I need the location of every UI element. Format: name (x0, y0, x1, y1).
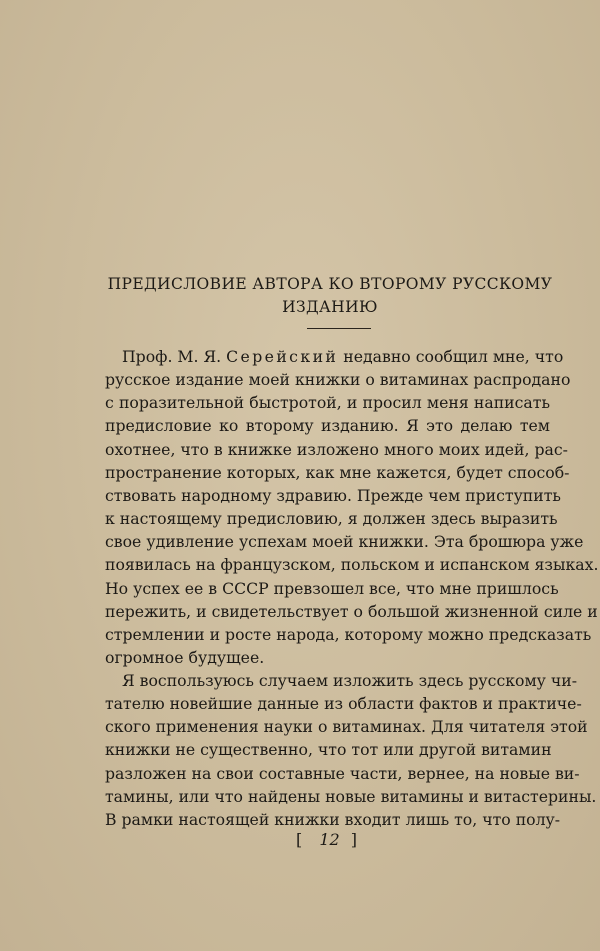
paragraph-1-line-9: свое удивление успехам моей книжки. Эта брошюра уже (105, 532, 584, 551)
paragraph-1-line-7: ствовать народному здравию. Прежде чем приступить (105, 486, 561, 505)
chapter-heading-line-1: ПРЕДИСЛОВИЕ АВТОРА КО ВТОРОМУ РУССКОМУ (107, 275, 553, 293)
paragraph-2-line-1: Я воспользуюсь случаем изложить здесь русскому чи- (122, 671, 578, 690)
paragraph-1-line-6: пространение которых, как мне кажется, будет способ- (105, 463, 570, 482)
paragraph-1-line-2: русское издание моей книжки о витаминах распродано (105, 370, 571, 389)
paragraph-2-line-7: В рамки настоящей книжки входит лишь то, что полу- (105, 810, 561, 829)
paragraph-1-line-1: Проф. М. Я. Серейский недавно сообщил мне, что (122, 347, 564, 366)
paragraph-1-line-12: пережить, и свидетельствует о большой жизненной силе и (105, 602, 598, 621)
heading-divider (307, 328, 371, 329)
paragraph-1-line-14: огромное будущее. (105, 648, 265, 667)
author-name: Серейский (226, 347, 339, 366)
paragraph-2-line-5: разложен на свои составные части, вернее, на новые ви- (105, 764, 580, 783)
paragraph-1-line-3: с поразительной быстротой, и просил меня написать (105, 393, 550, 412)
paragraph-1-line-4: предисловие ко второму изданию. Я это делаю тем (105, 416, 550, 435)
page-number: [ 12 ] (296, 830, 364, 849)
paragraph-2-line-3: ского применения науки о витаминах. Для читателя этой (105, 717, 588, 736)
chapter-heading-line-2: ИЗДАНИЮ (282, 298, 378, 316)
paragraph-2-line-6: тамины, или что найдены новые витамины и витастерины. (105, 787, 597, 806)
page-number-value: 12 (319, 830, 340, 849)
paragraph-1-line-5: охотнее, что в книжке изложено много моих идей, рас- (105, 440, 568, 459)
paragraph-1-line-13: стремлении и росте народа, которому можно предсказать (105, 625, 592, 644)
paragraph-2-line-4: книжки не существенно, что тот или другой витамин (105, 740, 552, 759)
paragraph-1-line-11: Но успех ее в СССР превзошел все, что мне пришлось (105, 579, 559, 598)
paragraph-1-line-8: к настоящему предисловию, я должен здесь выразить (105, 509, 558, 528)
paragraph-2-line-2: тателю новейшие данные из области фактов и практиче- (105, 694, 582, 713)
paragraph-1-line-10: появилась на французском, польском и испанском языках. (105, 555, 599, 574)
